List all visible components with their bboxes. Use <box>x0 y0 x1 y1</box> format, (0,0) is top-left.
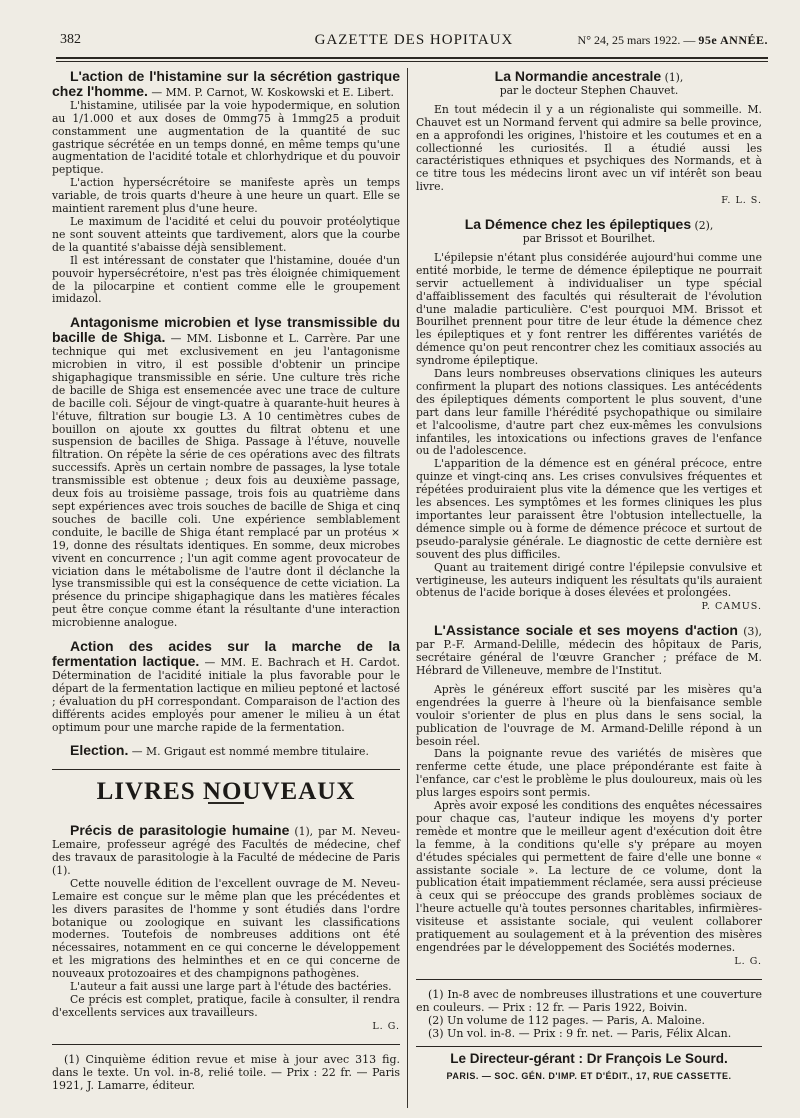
review-signature: L. G. <box>372 1020 400 1032</box>
page-header <box>60 30 768 54</box>
paragraph: L'action hypersécrétoire se manifeste après un temps variable, de trois quarts d'heure à une heure un quart. Elle se maintient rarement plus d'une heure. <box>52 176 400 216</box>
book-title: La Normandie ancestrale <box>494 68 662 84</box>
footnote-rule <box>52 1044 400 1045</box>
footnote: (1) Cinquième édition revue et mise à jour avec 313 fig. dans le texte. Un vol. in-8, relié toile. — Prix : 22 fr. — Paris 1921, J. Lamarre, éditeur. <box>52 1052 400 1092</box>
paragraph: Dans la poignante revue des variétés de misères que renferme cette étude, une place prépondérante est faite à l'enfance, car c'est le problème le plus douloureux, mais où les plus larges espoirs sont permis. <box>416 747 762 800</box>
section-rule <box>52 769 400 770</box>
footnote: (3) Un vol. in-8. — Prix : 9 fr. net. — Paris, Félix Alcan. <box>428 1026 732 1040</box>
article-title: Antagonisme microbien et lyse transmissible du bacille de Shiga. <box>52 314 400 346</box>
paragraph: Après avoir exposé les conditions des enquêtes nécessaires pour chaque cas, l'auteur indique les moyens d'y porter remède et montre que le meilleur agent d'exécution doit être la femme, à la conditions qu'elle s'y prépare au moyen d'études spéciales qui permettent de faire d'elle une bonne « assistante sociale ». La lecture de ce volume, dont la publication était impatiemment réclamée, sera aussi précieuse à ceux qui se préoccupe des grands problèmes sociaux de l'heure actuelle qu'à toutes personnes charitables, infirmières-visiteuse et assistante sociale, qui veulent collaborer pratiquement au soulagement et à la prévention des misères engendrées par le développement des Sociétés modernes. <box>416 799 762 954</box>
review-signature: F. L. S. <box>721 195 762 207</box>
paragraph: L'épilepsie n'étant plus considérée aujourd'hui comme une entité morbide, le terme de démence épileptique ne pourrait servir actuellement à individualiser un type spécial d'affaiblissement des facultés qui résulterait de l'évolution d'une maladie particulière. C'est pourquoi MM. Brissot et Bourilhet prennent pour titre de leur étude la démence chez les épileptiques et y font rentrer les différentes variétés de démence qu'on peut rencontrer chez les comitiaux associés au syndrome épileptique. <box>416 250 762 368</box>
election-title: Election. <box>70 742 129 759</box>
publication-title: GAZETTE DES HOPITAUX <box>314 32 514 48</box>
article-histamine <box>52 70 400 306</box>
review-assistance <box>416 624 762 969</box>
issue-year: 95e ANNÉE. <box>698 33 768 47</box>
footnote: (1) In-8 avec de nombreuses illustrations et une couverture en couleurs. — Prix : 12 fr. — Paris 1922, Boivin. <box>416 987 762 1014</box>
book-title: Précis de parasitologie humaine <box>70 822 290 839</box>
article-heading <box>52 70 400 100</box>
paragraph: Dans leurs nombreuses observations cliniques les auteurs confirment la plupart des notions classiques. Les antécédents des épileptiques déments comportent le plus souvent, d'une part dans leur famille l'hérédité psychopathique ou similaire et l'alcoolisme, d'autre part chez eux-mêmes les convulsions infantiles, les intoxications ou infections graves de l'enfance ou de l'adolescence. <box>416 367 762 458</box>
review-heading <box>52 824 400 878</box>
right-column <box>416 70 762 1083</box>
review-heading <box>416 70 762 85</box>
paragraph: L'apparition de la démence est en général précoce, entre quinze et vingt-cinq ans. Les crises convulsives fréquentes et répétées produiraient plus vite la démence que les vertiges et les absences. Les symptômes et les formes cliniques les plus importantes leur paraissent être l'obtusion intellectuelle, la démence simple ou à forme de démence précoce et surtout de pseudo-paralysie générale. Le diagnostic de cette dernière est souvent des plus difficiles. <box>416 457 762 561</box>
header-rule <box>56 57 768 59</box>
printer-line: PARIS. — SOC. GÉN. D'IMP. ET D'ÉDIT., 17, RUE CASSETTE. <box>446 1070 732 1081</box>
review-signature: L. G. <box>734 955 762 967</box>
section-title-livres: LIVRES NOUVEAUX <box>96 778 356 806</box>
paragraph: Quant au traitement dirigé contre l'épilepsie convulsive et vertigineuse, les auteurs indiquent les résultats qu'ils auraient obtenus de l'acide borique à doses élevées et prolongées. <box>416 560 762 600</box>
article-shiga <box>52 316 400 630</box>
book-byline: par Brissot et Bourilhet. <box>522 231 656 245</box>
paragraph: Après le généreux effort suscité par les misères qu'a engendrées la guerre à l'heure où la bienfaisance semble vouloir s'orienter de plus en plus dans le sens social, la publication de l'ouvrage de M. Armand-Delille répond à un besoin réel. <box>416 682 762 748</box>
director-rule <box>416 1046 762 1047</box>
paragraph: Le maximum de l'acidité et celui du pouvoir protéolytique ne sont souvent atteints que tardivement, alors que la courbe de la quantité s'abaisse déjà sensiblement. <box>52 214 400 254</box>
paragraph: Il est intéressant de constater que l'histamine, douée d'un pouvoir hypersécrétoire, n'est pas très éloignée chimiquement de la pilocarpine et contient comme elle le groupement imidazol. <box>52 253 400 306</box>
issue-number-date: N° 24, 25 mars 1922. — <box>577 33 696 47</box>
article-authors: — MM. E. Bachrach et H. Cardot. <box>199 655 401 669</box>
review-heading <box>416 218 762 233</box>
review-parasitologie <box>52 824 400 1034</box>
review-demence <box>416 218 762 614</box>
article-title: Action des acides sur la marche de la fermentation lactique. <box>52 638 400 669</box>
book-title: La Démence chez les épileptiques <box>464 216 692 233</box>
book-byline: par le docteur Stephen Chauvet. <box>499 83 679 97</box>
election-heading <box>52 744 400 759</box>
director-line: Le Directeur-gérant : Dr François Le Sourd. <box>450 1050 728 1066</box>
footnotes-right <box>416 988 762 1040</box>
footnote: (2) Un volume de 112 pages. — Paris, A. Maloine. <box>428 1013 706 1027</box>
article-title: L'action de l'histamine sur la sécrétion gastrique chez l'homme. <box>52 68 400 99</box>
paragraph: Par une technique qui met exclusivement en jeu l'antagonisme microbien in vitro, il est possible d'obtenir un principe shigaphagique transmissible en série. Une culture très riche de bacille de Shiga est ensemencée avec une trace de culture de bacille coli. Séjour de vingt-quatre à quarante-huit heures à l'étuve, filtration sur bougie L3. A 10 centimètres cubes de bouillon on ajoute xx gouttes du filtrat obtenu et une suspension de bacilles de Shiga. Passage à l'étuve, nouvelle filtration. On répète la série de ces opérations avec des filtrats successifs. Après un certain nombre de passages, la lyse totale transmissible est obtenue ; deux fois au deuxième passage, deux fois au troisième passage, trois fois au quatrième dans sept expériences avec trois souches de bacille de Shiga et cinq souches de bacille coli. Une expérience semblablement conduite, le bacille de Shiga étant remplacé par un protéus × 19, donne des résultats identiques. En somme, deux microbes vivent en concurrence ; l'un agit comme agent provocateur de viciation dans le métabolisme de l'autre dont il déclanche la lyse transmissible qui est la conséquence de cette viciation. La présence du principe shigaphagique dans les matières fécales peut être conçue comme étant la résultante d'une interaction microbienne analogue. <box>52 332 401 630</box>
election-text: — M. Grigaut est nommé membre titulaire. <box>128 745 369 759</box>
column-divider <box>407 68 408 1108</box>
left-column <box>52 70 400 1092</box>
article-authors: — MM. Lisbonne et L. Carrère. <box>165 332 351 346</box>
review-signature: P. CAMUS. <box>701 601 762 613</box>
article-heading <box>52 316 400 630</box>
book-byline: (1), par M. Neveu-Lemaire, professeur agrégé des Facultés de médecine, chef des travaux de parasitologie à la Faculté de médecine de Paris (1). <box>52 825 400 877</box>
article-heading <box>52 640 400 734</box>
issue-date <box>578 33 768 48</box>
footnote-rule <box>416 979 762 980</box>
paragraph: L'histamine, utilisée par la voie hypodermique, en solution au 1/1.000 et aux doses de 0mmg75 à 1mmg25 a produit constamment une augmentation de la quantité de suc gastrique sécrétée en un temps donné, en même temps qu'une augmentation de l'acidité totale et chlorhydrique et du pouvoir peptique. <box>52 98 400 177</box>
page-number: 382 <box>60 32 81 47</box>
paragraph: En tout médecin il y a un régionaliste qui sommeille. M. Chauvet est un Normand fervent qui admire sa belle province, en a approfondi les origines, l'histoire et les coutumes et en a collectionné les curiosités. Il a étudié aussi les caractéristiques ethniques et psychiques des Normands, et à ce titre tous les médecins liront avec un vif intérêt son beau livre. <box>416 102 762 194</box>
review-normandie <box>416 70 762 208</box>
paragraph: L'auteur a fait aussi une large part à l'étude des bactéries. <box>70 980 392 994</box>
footnote-ref: (1), <box>661 71 684 84</box>
paragraph: Détermination de l'acidité initiale la plus favorable pour le départ de la fermentation lactique en milieu peptoné et lactosé ; évaluation du pH correspondant. Comparaison de l'action des différents acides employés pour amener le milieu à un état optimum pour une marche rapide de la fermentation. <box>52 668 400 734</box>
book-byline: (3), par P.-F. Armand-Delille, médecin des hôpitaux de Paris, secrétaire général de l'œuvre Grancher ; préface de M. Hébrard de Villeneuve, membre de l'Institut. <box>416 625 762 677</box>
election-note <box>52 744 400 759</box>
paragraph: Cette nouvelle édition de l'excellent ouvrage de M. Neveu-Lemaire est conçue sur le même plan que les précédentes et les divers parasites de l'homme y sont étudiés dans l'ordre botanique ou zoologique en suivant les classifications modernes. Toutefois de nombreuses additions ont été nécessaires, notamment en ce qui concerne le développement et les migrations des helminthes et en ce qui concerne de nouveaux protozoaires et des champignons pathogènes. <box>52 876 400 981</box>
article-lactic <box>52 640 400 734</box>
paragraph: Ce précis est complet, pratique, facile à consulter, il rendra d'excellents services aux travailleurs. <box>52 993 400 1019</box>
review-heading <box>416 624 762 678</box>
footnote-ref: (2), <box>691 219 714 233</box>
book-title: L'Assistance sociale et ses moyens d'action <box>434 622 738 639</box>
footnotes-left <box>52 1053 400 1092</box>
article-authors: — MM. P. Carnot, W. Koskowski et E. Libert. <box>147 85 394 99</box>
header-rule-thin <box>56 61 768 62</box>
